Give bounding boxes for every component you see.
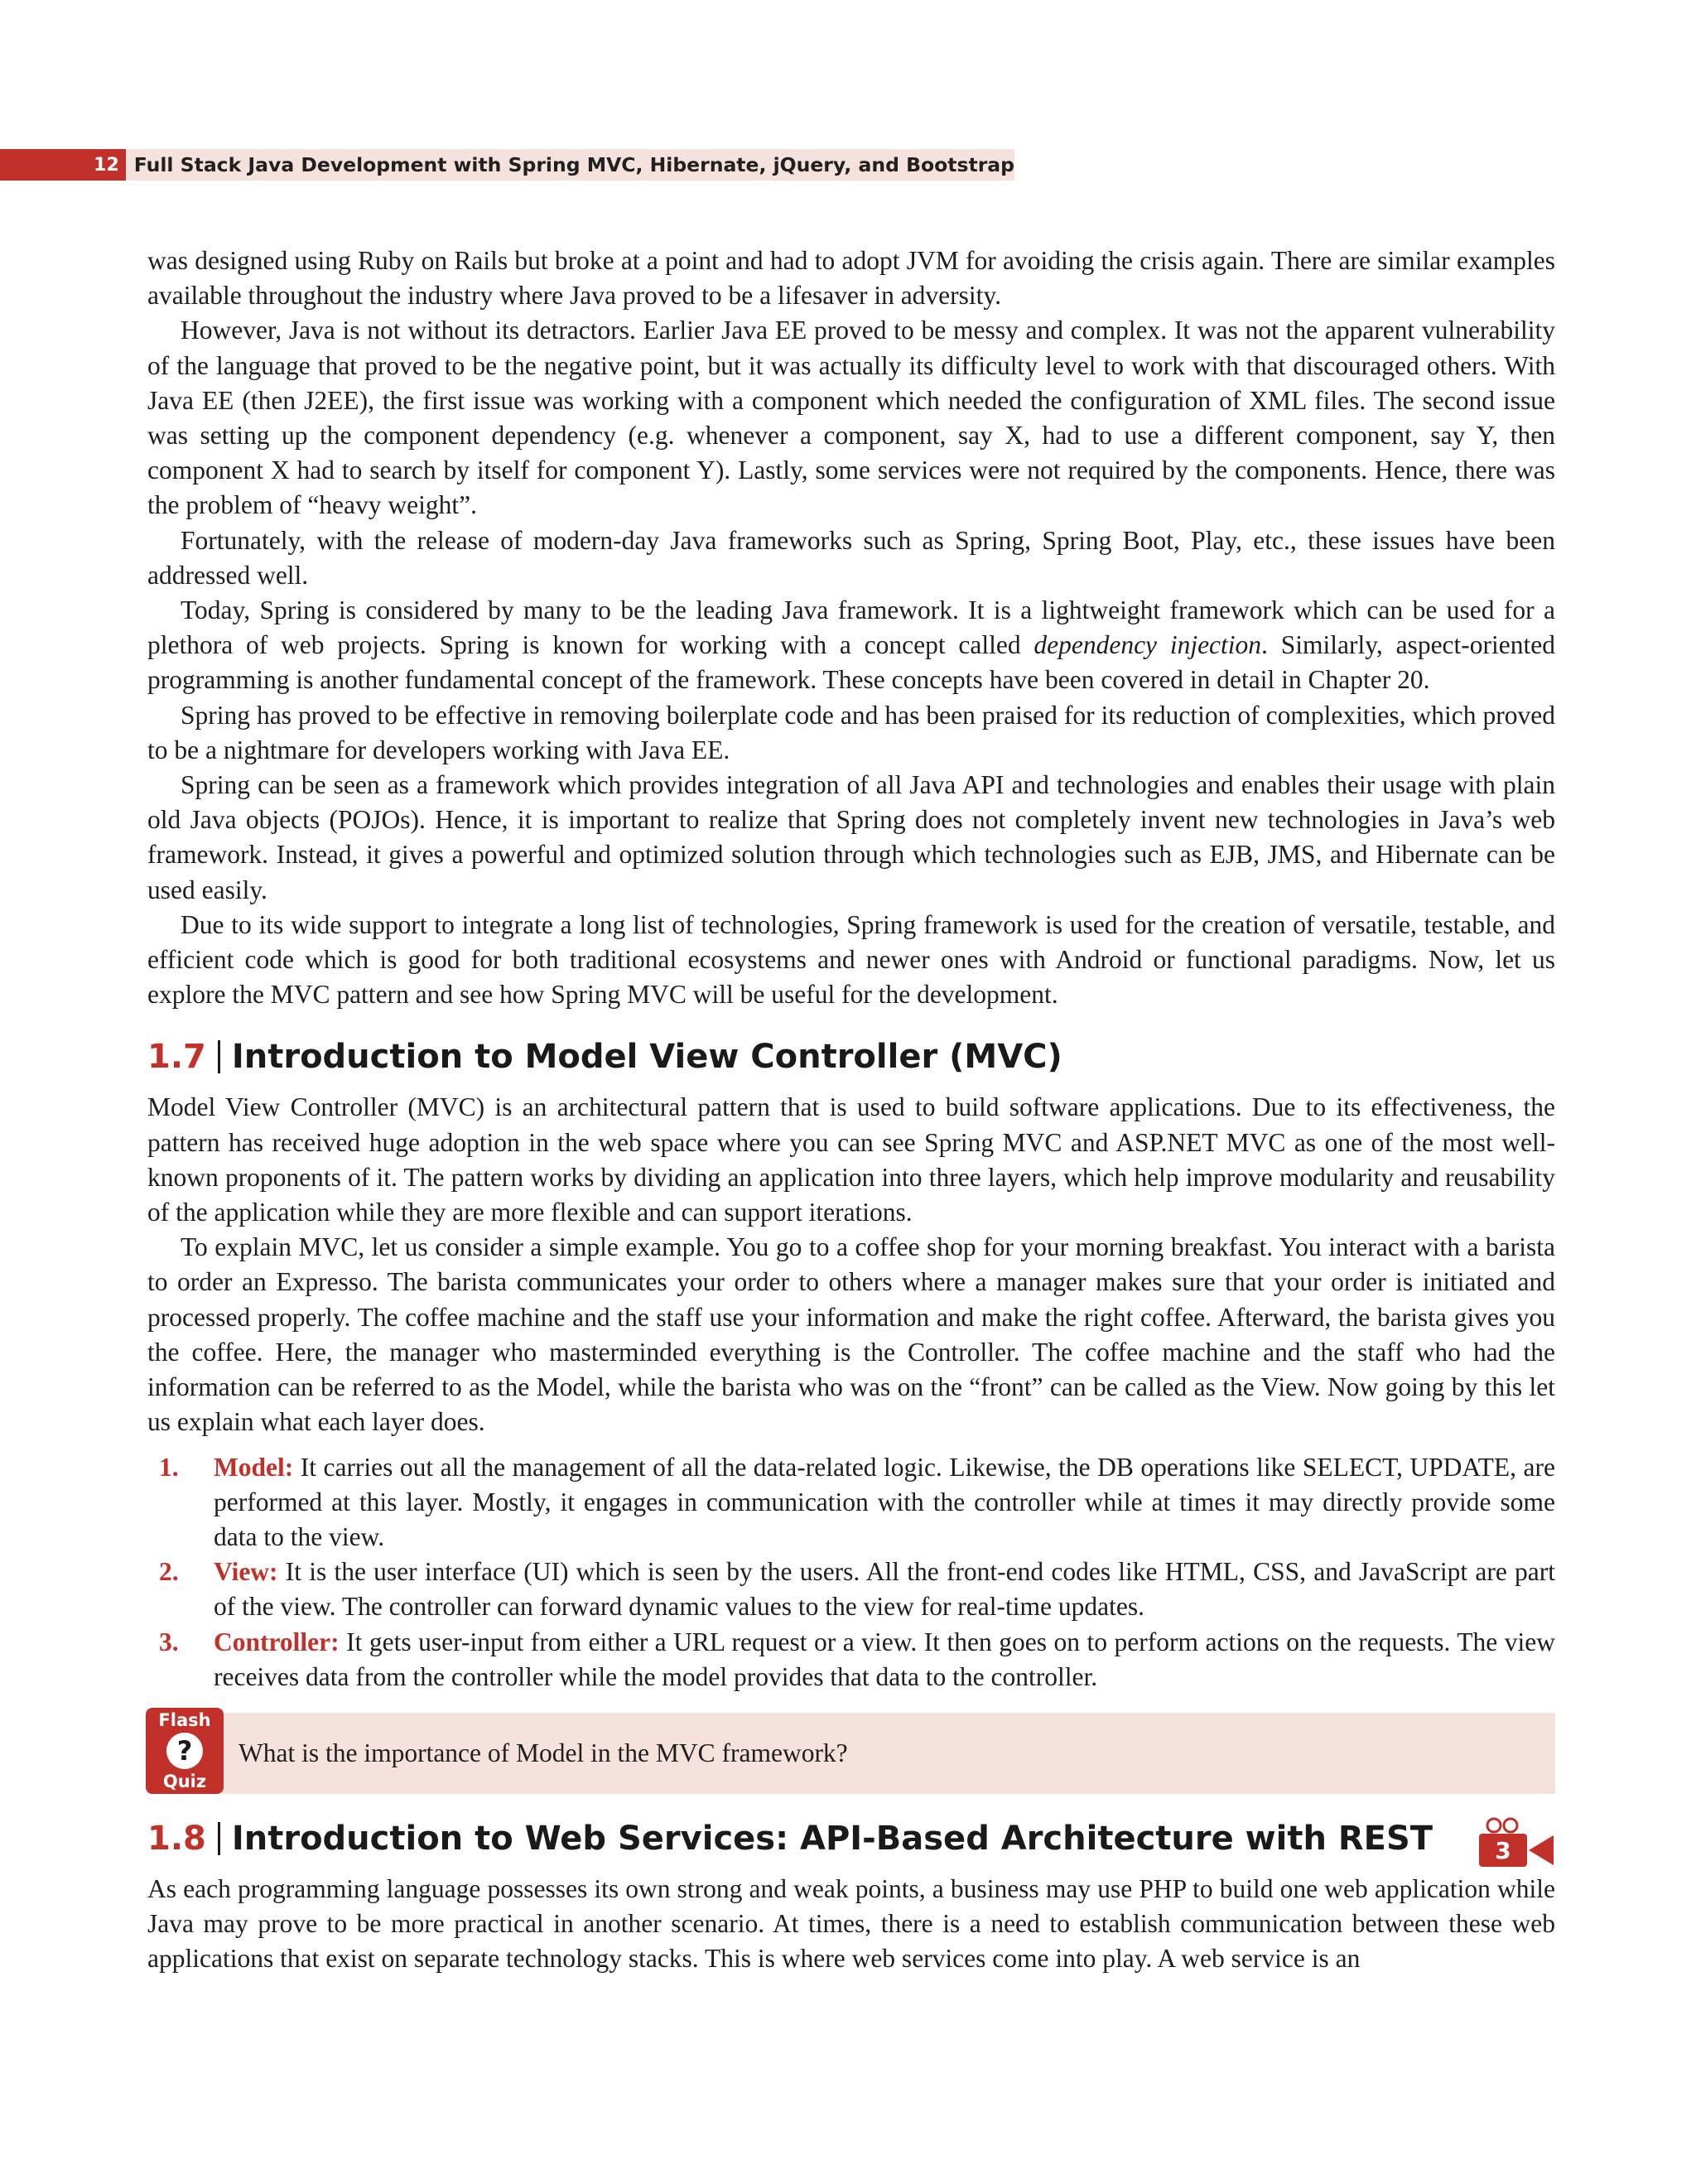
list-term: Model: [214, 1452, 294, 1482]
list-text: It gets user-input from either a URL request or a view. It then goes on to perform actions on the requests. The view receives data from the controller while the model provides that data to the controller. [214, 1627, 1555, 1691]
video-camera-icon [1464, 1817, 1555, 1868]
list-item [147, 1450, 1555, 1555]
paragraph: However, Java is not without its detractors. Earlier Java EE proved to be messy and complex. It was not the apparent vulnerability of the language that proved to be the negative point, but it was actually its difficulty level to work with that discouraged others. With Java EE (then J2EE), the first issue was working with a component which needed the configuration of XML files. The second issue was setting up the component dependency (e.g. whenever a component, say X, had to use a different component, say Y, then component X had to search by itself for component Y). Lastly, some services were not required by the components. Hence, there was the problem of “heavy weight”. [147, 316, 1555, 520]
quiz-label: Quiz [162, 1771, 207, 1791]
list-term: Controller: [214, 1627, 340, 1656]
video-number: 3 [1495, 1836, 1511, 1864]
paragraph-text: . Similarly, aspect-oriented programming is another fundamental concept of the framework. These concepts have been covered in detail in Chapter 20. [147, 630, 1555, 695]
paragraph: To explain MVC, let us consider a simple example. You go to a coffee shop for your morning breakfast. You interact with a barista to order an Expresso. The barista communicates your order to others where a manager makes sure that your order is initiated and processed properly. The coffee machine and the staff use your information and make the right coffee. Afterward, the barista gives you the coffee. Here, the manager who masterminded everything is the Controller. The coffee machine and the staff who had the information can be referred to as the Model, while the barista who was on the “front” can be called as the View. Now going by this let us explain what each layer does. [147, 1232, 1555, 1437]
heading-divider [218, 1822, 220, 1855]
quiz-question: What is the importance of Model in the MVC framework? [238, 1738, 848, 1767]
paragraph: was designed using Ruby on Rails but broke at a point and had to adopt JVM for avoiding the crisis again. There are similar examples available throughout the industry where Java proved to be a lifesaver in adversity. [147, 246, 1555, 311]
section-title: Introduction to Web Services: API-Based Architecture with REST [231, 1819, 1433, 1858]
list-text: It carries out all the management of all the data-related logic. Likewise, the DB operations like SELECT, UPDATE, are performed at this layer. Mostly, it engages in communication with the controller while at times it may directly provide some data to the view. [214, 1452, 1555, 1551]
list-item [147, 1555, 1555, 1624]
paragraph: Due to its wide support to integrate a long list of technologies, Spring framework is used for the creation of versatile, testable, and efficient code which is good for both traditional ecosystems and newer ones with Android or functional paradigms. Now, let us explore the MVC pattern and see how Spring MVC will be useful for the development. [147, 909, 1555, 1010]
italic-term: dependency injection [1034, 630, 1262, 660]
page-body [147, 243, 1555, 1977]
list-marker: 2. [159, 1557, 179, 1587]
paragraph: Fortunately, with the release of modern-day Java frameworks such as Spring, Spring Boot, Play, etc., these issues have been addressed well. [147, 525, 1555, 590]
paragraph: Model View Controller (MVC) is an architectural pattern that is used to build software applications. Due to its effectiveness, the pattern has received huge adoption in the web space where you can see Spring MVC and ASP.NET MVC as one of the most well-known proponents of it. The pattern works by dividing an application into three layers, which help improve modularity and reusability of the application while they are more flexible and can support iterations. [147, 1092, 1555, 1227]
section-heading-1-8 [147, 1815, 1555, 1862]
section-number: 1.8 [147, 1819, 206, 1858]
list-marker: 3. [159, 1627, 179, 1656]
paragraph: Spring can be seen as a framework which provides integration of all Java API and technologies and enables their usage with plain old Java objects (POJOs). Hence, it is important to realize that Spring does not completely invent new technologies in Java’s web framework. Instead, it gives a powerful and optimized solution through which technologies such as EJB, JMS, and Hibernate can be used easily. [147, 770, 1555, 904]
section-number: 1.7 [147, 1038, 206, 1077]
flash-quiz-badge [146, 1708, 224, 1794]
flash-quiz-box [147, 1709, 1555, 1794]
paragraph: As each programming language possesses its own strong and weak points, a business may use PHP to build one web application while Java may prove to be more practical in another scenario. At times, there is a need to establish communication between these web applications that exist on separate technology stacks. This is where web services come into play. A web service is an [147, 1873, 1555, 1974]
section-title: Introduction to Model View Controller (MVC) [231, 1038, 1062, 1077]
section-heading-1-7 [147, 1034, 1555, 1080]
paragraph: Spring has proved to be effective in removing boilerplate code and has been praised for its reduction of complexities, which proved to be a nightmare for developers working with Java EE. [147, 700, 1555, 764]
page-number: 12 [0, 149, 126, 181]
list-text: It is the user interface (UI) which is seen by the users. All the front-end codes like HTML, CSS, and JavaScript are part of the view. The controller can forward dynamic values to the view for real-time updates. [214, 1557, 1555, 1622]
question-mark-icon: ? [166, 1733, 203, 1769]
running-header [0, 149, 1014, 181]
list-term: View: [214, 1557, 278, 1587]
book-title: Full Stack Java Development with Spring MVC, Hibernate, jQuery, and Bootstrap [126, 149, 1014, 181]
mvc-layer-list [147, 1450, 1555, 1695]
list-marker: 1. [159, 1452, 179, 1482]
paragraph [147, 593, 1555, 698]
flash-label: Flash [158, 1709, 211, 1730]
heading-divider [218, 1040, 220, 1073]
paragraph-text: Today, Spring is considered by many to be the leading Java framework. It is a lightweight framework which can be used for a plethora of web projects. Spring is known for working with a concept called [147, 595, 1555, 660]
list-item [147, 1625, 1555, 1695]
